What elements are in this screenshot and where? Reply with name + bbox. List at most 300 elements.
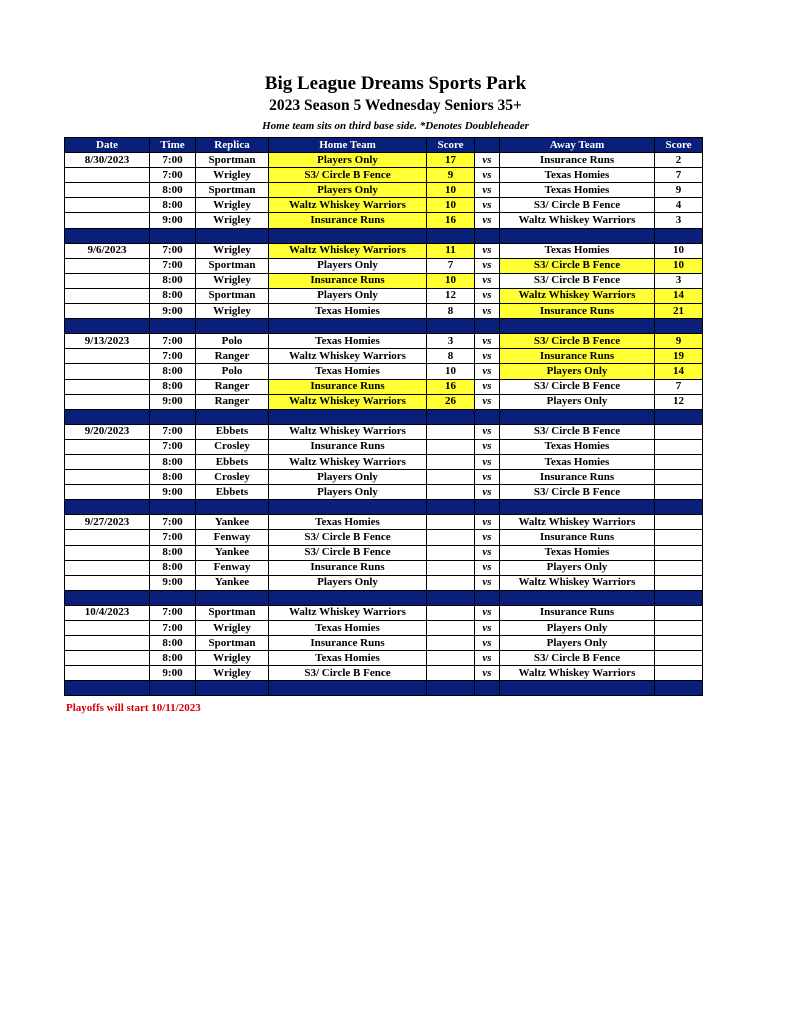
replica-cell: Wrigley	[196, 666, 269, 681]
separator-cell	[65, 500, 150, 515]
away-score-cell	[655, 485, 703, 500]
table-row	[65, 168, 703, 183]
table-row	[65, 424, 703, 439]
separator-cell	[475, 681, 500, 696]
home-team-cell: Waltz Whiskey Warriors	[269, 349, 427, 364]
replica-cell: Fenway	[196, 560, 269, 575]
away-score-cell	[655, 545, 703, 560]
date-cell	[65, 258, 150, 273]
time-cell: 7:00	[150, 530, 196, 545]
vs-cell: vs	[475, 288, 500, 303]
replica-cell: Ebbets	[196, 454, 269, 469]
home-team-cell: S3/ Circle B Fence	[269, 530, 427, 545]
home-team-cell: S3/ Circle B Fence	[269, 545, 427, 560]
week-separator-row	[65, 590, 703, 605]
away-team-cell: S3/ Circle B Fence	[500, 424, 655, 439]
vs-cell: vs	[475, 334, 500, 349]
vs-cell: vs	[475, 168, 500, 183]
date-cell	[65, 364, 150, 379]
vs-cell: vs	[475, 273, 500, 288]
separator-cell	[150, 409, 196, 424]
away-score-cell: 9	[655, 334, 703, 349]
playoffs-note: Playoffs will start 10/11/2023	[66, 702, 201, 714]
vs-cell: vs	[475, 545, 500, 560]
separator-cell	[269, 500, 427, 515]
replica-cell: Sportman	[196, 153, 269, 168]
date-cell: 9/13/2023	[65, 334, 150, 349]
week-separator-row	[65, 409, 703, 424]
home-score-cell: 8	[427, 349, 475, 364]
away-team-cell: S3/ Circle B Fence	[500, 198, 655, 213]
time-cell: 8:00	[150, 379, 196, 394]
home-team-cell: Insurance Runs	[269, 273, 427, 288]
time-cell: 9:00	[150, 304, 196, 319]
separator-cell	[500, 319, 655, 334]
home-score-cell: 10	[427, 183, 475, 198]
table-row	[65, 153, 703, 168]
separator-cell	[427, 590, 475, 605]
schedule-table	[64, 137, 703, 696]
time-cell: 7:00	[150, 349, 196, 364]
away-team-cell: Players Only	[500, 560, 655, 575]
separator-cell	[196, 590, 269, 605]
separator-cell	[655, 228, 703, 243]
table-row	[65, 515, 703, 530]
week-separator-row	[65, 319, 703, 334]
time-cell: 7:00	[150, 258, 196, 273]
separator-cell	[150, 590, 196, 605]
column-header-replica: Replica	[196, 138, 269, 153]
vs-cell: vs	[475, 621, 500, 636]
schedule-body	[65, 153, 703, 696]
replica-cell: Fenway	[196, 530, 269, 545]
home-team-cell: Players Only	[269, 258, 427, 273]
replica-cell: Wrigley	[196, 243, 269, 258]
date-cell	[65, 349, 150, 364]
date-cell: 9/20/2023	[65, 424, 150, 439]
table-row	[65, 530, 703, 545]
home-team-cell: Waltz Whiskey Warriors	[269, 243, 427, 258]
away-team-cell: Texas Homies	[500, 243, 655, 258]
date-cell	[65, 183, 150, 198]
home-team-cell: Waltz Whiskey Warriors	[269, 198, 427, 213]
vs-cell: vs	[475, 213, 500, 228]
separator-cell	[500, 409, 655, 424]
home-team-cell: Players Only	[269, 575, 427, 590]
separator-cell	[65, 590, 150, 605]
away-score-cell: 14	[655, 364, 703, 379]
home-team-cell: Waltz Whiskey Warriors	[269, 394, 427, 409]
date-cell	[65, 560, 150, 575]
date-cell	[65, 454, 150, 469]
table-row	[65, 470, 703, 485]
home-score-cell	[427, 605, 475, 620]
table-row	[65, 545, 703, 560]
time-cell: 7:00	[150, 605, 196, 620]
table-row	[65, 183, 703, 198]
date-cell: 9/27/2023	[65, 515, 150, 530]
home-team-cell: S3/ Circle B Fence	[269, 666, 427, 681]
away-team-cell: Players Only	[500, 636, 655, 651]
vs-cell: vs	[475, 439, 500, 454]
away-score-cell: 3	[655, 273, 703, 288]
home-team-cell: Insurance Runs	[269, 213, 427, 228]
away-team-cell: Texas Homies	[500, 439, 655, 454]
date-cell	[65, 636, 150, 651]
replica-cell: Wrigley	[196, 621, 269, 636]
separator-cell	[269, 681, 427, 696]
time-cell: 8:00	[150, 545, 196, 560]
time-cell: 9:00	[150, 213, 196, 228]
vs-cell: vs	[475, 605, 500, 620]
date-cell	[65, 545, 150, 560]
separator-cell	[427, 681, 475, 696]
date-cell	[65, 575, 150, 590]
separator-cell	[150, 319, 196, 334]
away-score-cell	[655, 666, 703, 681]
home-score-cell: 16	[427, 213, 475, 228]
replica-cell: Ebbets	[196, 424, 269, 439]
date-cell	[65, 273, 150, 288]
table-header-row	[65, 138, 703, 153]
home-score-cell	[427, 545, 475, 560]
table-row	[65, 334, 703, 349]
replica-cell: Wrigley	[196, 651, 269, 666]
away-score-cell: 2	[655, 153, 703, 168]
page-subtitle: 2023 Season 5 Wednesday Seniors 35+	[269, 97, 522, 114]
time-cell: 8:00	[150, 183, 196, 198]
home-team-cell: Waltz Whiskey Warriors	[269, 454, 427, 469]
vs-cell: vs	[475, 485, 500, 500]
separator-cell	[500, 681, 655, 696]
away-score-cell	[655, 454, 703, 469]
away-team-cell: S3/ Circle B Fence	[500, 258, 655, 273]
replica-cell: Ranger	[196, 394, 269, 409]
date-cell	[65, 288, 150, 303]
away-team-cell: Insurance Runs	[500, 470, 655, 485]
replica-cell: Wrigley	[196, 273, 269, 288]
table-row	[65, 288, 703, 303]
away-team-cell: Waltz Whiskey Warriors	[500, 515, 655, 530]
time-cell: 9:00	[150, 485, 196, 500]
separator-cell	[427, 409, 475, 424]
separator-cell	[500, 590, 655, 605]
vs-cell: vs	[475, 560, 500, 575]
column-header-vs	[475, 138, 500, 153]
time-cell: 9:00	[150, 666, 196, 681]
vs-cell: vs	[475, 530, 500, 545]
away-score-cell: 10	[655, 258, 703, 273]
column-header-time: Time	[150, 138, 196, 153]
away-score-cell	[655, 515, 703, 530]
home-score-cell	[427, 636, 475, 651]
replica-cell: Polo	[196, 334, 269, 349]
home-score-cell	[427, 621, 475, 636]
table-row	[65, 364, 703, 379]
column-header-away-score: Score	[655, 138, 703, 153]
time-cell: 8:00	[150, 470, 196, 485]
separator-cell	[475, 590, 500, 605]
away-score-cell	[655, 575, 703, 590]
home-team-cell: Waltz Whiskey Warriors	[269, 424, 427, 439]
away-score-cell	[655, 651, 703, 666]
date-cell	[65, 198, 150, 213]
separator-cell	[475, 228, 500, 243]
date-cell	[65, 168, 150, 183]
date-cell	[65, 213, 150, 228]
replica-cell: Sportman	[196, 258, 269, 273]
column-header-home-team: Home Team	[269, 138, 427, 153]
home-team-cell: Waltz Whiskey Warriors	[269, 605, 427, 620]
time-cell: 7:00	[150, 515, 196, 530]
away-team-cell: Waltz Whiskey Warriors	[500, 288, 655, 303]
separator-cell	[427, 500, 475, 515]
date-cell	[65, 470, 150, 485]
separator-cell	[655, 590, 703, 605]
table-row	[65, 636, 703, 651]
away-score-cell: 7	[655, 379, 703, 394]
replica-cell: Yankee	[196, 575, 269, 590]
away-score-cell	[655, 470, 703, 485]
date-cell: 8/30/2023	[65, 153, 150, 168]
separator-cell	[269, 228, 427, 243]
time-cell: 7:00	[150, 424, 196, 439]
table-row	[65, 605, 703, 620]
table-row	[65, 273, 703, 288]
away-team-cell: Texas Homies	[500, 454, 655, 469]
time-cell: 7:00	[150, 334, 196, 349]
home-team-cell: Texas Homies	[269, 364, 427, 379]
away-score-cell: 12	[655, 394, 703, 409]
table-row	[65, 439, 703, 454]
table-row	[65, 304, 703, 319]
vs-cell: vs	[475, 258, 500, 273]
separator-cell	[475, 319, 500, 334]
date-cell	[65, 379, 150, 394]
replica-cell: Sportman	[196, 605, 269, 620]
separator-cell	[655, 681, 703, 696]
week-separator-row	[65, 681, 703, 696]
date-cell	[65, 621, 150, 636]
time-cell: 7:00	[150, 168, 196, 183]
away-team-cell: S3/ Circle B Fence	[500, 485, 655, 500]
away-team-cell: Insurance Runs	[500, 304, 655, 319]
home-team-cell: Players Only	[269, 485, 427, 500]
away-score-cell: 10	[655, 243, 703, 258]
away-team-cell: Waltz Whiskey Warriors	[500, 213, 655, 228]
home-team-cell: Insurance Runs	[269, 560, 427, 575]
replica-cell: Ebbets	[196, 485, 269, 500]
away-team-cell: Waltz Whiskey Warriors	[500, 666, 655, 681]
home-score-cell	[427, 485, 475, 500]
table-row	[65, 485, 703, 500]
home-team-cell: Players Only	[269, 153, 427, 168]
replica-cell: Yankee	[196, 545, 269, 560]
away-team-cell: Insurance Runs	[500, 349, 655, 364]
table-row	[65, 666, 703, 681]
away-team-cell: Texas Homies	[500, 545, 655, 560]
time-cell: 7:00	[150, 243, 196, 258]
separator-cell	[427, 228, 475, 243]
home-team-cell: Insurance Runs	[269, 379, 427, 394]
home-team-cell: Players Only	[269, 288, 427, 303]
schedule-note: Home team sits on third base side. *Denotes Doubleheader	[262, 120, 529, 132]
time-cell: 7:00	[150, 621, 196, 636]
away-team-cell: Players Only	[500, 394, 655, 409]
away-team-cell: Insurance Runs	[500, 153, 655, 168]
vs-cell: vs	[475, 364, 500, 379]
table-row	[65, 349, 703, 364]
home-score-cell	[427, 666, 475, 681]
home-score-cell	[427, 470, 475, 485]
separator-cell	[475, 409, 500, 424]
home-score-cell	[427, 651, 475, 666]
home-team-cell: Texas Homies	[269, 621, 427, 636]
home-team-cell: Texas Homies	[269, 651, 427, 666]
time-cell: 8:00	[150, 198, 196, 213]
separator-cell	[269, 319, 427, 334]
away-team-cell: S3/ Circle B Fence	[500, 334, 655, 349]
replica-cell: Wrigley	[196, 213, 269, 228]
table-row	[65, 651, 703, 666]
home-score-cell: 12	[427, 288, 475, 303]
home-score-cell	[427, 530, 475, 545]
away-score-cell	[655, 636, 703, 651]
vs-cell: vs	[475, 198, 500, 213]
away-team-cell: Players Only	[500, 621, 655, 636]
home-score-cell	[427, 454, 475, 469]
separator-cell	[500, 228, 655, 243]
time-cell: 8:00	[150, 364, 196, 379]
away-team-cell: S3/ Circle B Fence	[500, 651, 655, 666]
separator-cell	[150, 228, 196, 243]
table-row	[65, 243, 703, 258]
time-cell: 8:00	[150, 288, 196, 303]
vs-cell: vs	[475, 454, 500, 469]
away-score-cell	[655, 424, 703, 439]
home-score-cell: 9	[427, 168, 475, 183]
away-team-cell: S3/ Circle B Fence	[500, 379, 655, 394]
away-score-cell: 7	[655, 168, 703, 183]
date-cell	[65, 485, 150, 500]
vs-cell: vs	[475, 636, 500, 651]
page-title: Big League Dreams Sports Park	[264, 73, 527, 94]
home-team-cell: Insurance Runs	[269, 439, 427, 454]
vs-cell: vs	[475, 470, 500, 485]
home-team-cell: Texas Homies	[269, 515, 427, 530]
away-team-cell: Players Only	[500, 364, 655, 379]
table-row	[65, 213, 703, 228]
away-team-cell: Texas Homies	[500, 183, 655, 198]
replica-cell: Polo	[196, 364, 269, 379]
separator-cell	[475, 500, 500, 515]
time-cell: 7:00	[150, 153, 196, 168]
time-cell: 8:00	[150, 636, 196, 651]
away-team-cell: S3/ Circle B Fence	[500, 273, 655, 288]
home-score-cell: 16	[427, 379, 475, 394]
home-score-cell	[427, 560, 475, 575]
table-row	[65, 621, 703, 636]
away-team-cell: Waltz Whiskey Warriors	[500, 575, 655, 590]
separator-cell	[65, 681, 150, 696]
away-score-cell: 9	[655, 183, 703, 198]
away-score-cell: 3	[655, 213, 703, 228]
home-score-cell: 11	[427, 243, 475, 258]
replica-cell: Ranger	[196, 379, 269, 394]
separator-cell	[500, 500, 655, 515]
table-row	[65, 258, 703, 273]
replica-cell: Yankee	[196, 515, 269, 530]
date-cell	[65, 439, 150, 454]
separator-cell	[196, 681, 269, 696]
time-cell: 8:00	[150, 273, 196, 288]
away-score-cell	[655, 530, 703, 545]
date-cell	[65, 304, 150, 319]
replica-cell: Sportman	[196, 183, 269, 198]
away-team-cell: Insurance Runs	[500, 530, 655, 545]
vs-cell: vs	[475, 379, 500, 394]
away-score-cell: 14	[655, 288, 703, 303]
home-team-cell: Texas Homies	[269, 304, 427, 319]
vs-cell: vs	[475, 394, 500, 409]
table-row	[65, 394, 703, 409]
separator-cell	[655, 319, 703, 334]
separator-cell	[196, 228, 269, 243]
away-score-cell: 4	[655, 198, 703, 213]
replica-cell: Sportman	[196, 636, 269, 651]
vs-cell: vs	[475, 666, 500, 681]
away-score-cell: 19	[655, 349, 703, 364]
vs-cell: vs	[475, 304, 500, 319]
replica-cell: Ranger	[196, 349, 269, 364]
column-header-away-team: Away Team	[500, 138, 655, 153]
time-cell: 7:00	[150, 439, 196, 454]
separator-cell	[655, 409, 703, 424]
separator-cell	[65, 228, 150, 243]
home-score-cell	[427, 575, 475, 590]
vs-cell: vs	[475, 349, 500, 364]
home-score-cell: 3	[427, 334, 475, 349]
replica-cell: Wrigley	[196, 304, 269, 319]
replica-cell: Crosley	[196, 470, 269, 485]
table-row	[65, 198, 703, 213]
separator-cell	[196, 319, 269, 334]
separator-cell	[150, 500, 196, 515]
replica-cell: Crosley	[196, 439, 269, 454]
away-team-cell: Texas Homies	[500, 168, 655, 183]
time-cell: 8:00	[150, 454, 196, 469]
replica-cell: Wrigley	[196, 168, 269, 183]
vs-cell: vs	[475, 515, 500, 530]
separator-cell	[150, 681, 196, 696]
week-separator-row	[65, 500, 703, 515]
time-cell: 8:00	[150, 651, 196, 666]
vs-cell: vs	[475, 243, 500, 258]
away-team-cell: Insurance Runs	[500, 605, 655, 620]
home-team-cell: Texas Homies	[269, 334, 427, 349]
vs-cell: vs	[475, 575, 500, 590]
date-cell	[65, 394, 150, 409]
week-separator-row	[65, 228, 703, 243]
date-cell: 10/4/2023	[65, 605, 150, 620]
separator-cell	[427, 319, 475, 334]
separator-cell	[196, 409, 269, 424]
home-score-cell	[427, 515, 475, 530]
separator-cell	[196, 500, 269, 515]
home-team-cell: Players Only	[269, 183, 427, 198]
home-score-cell: 10	[427, 273, 475, 288]
replica-cell: Sportman	[196, 288, 269, 303]
